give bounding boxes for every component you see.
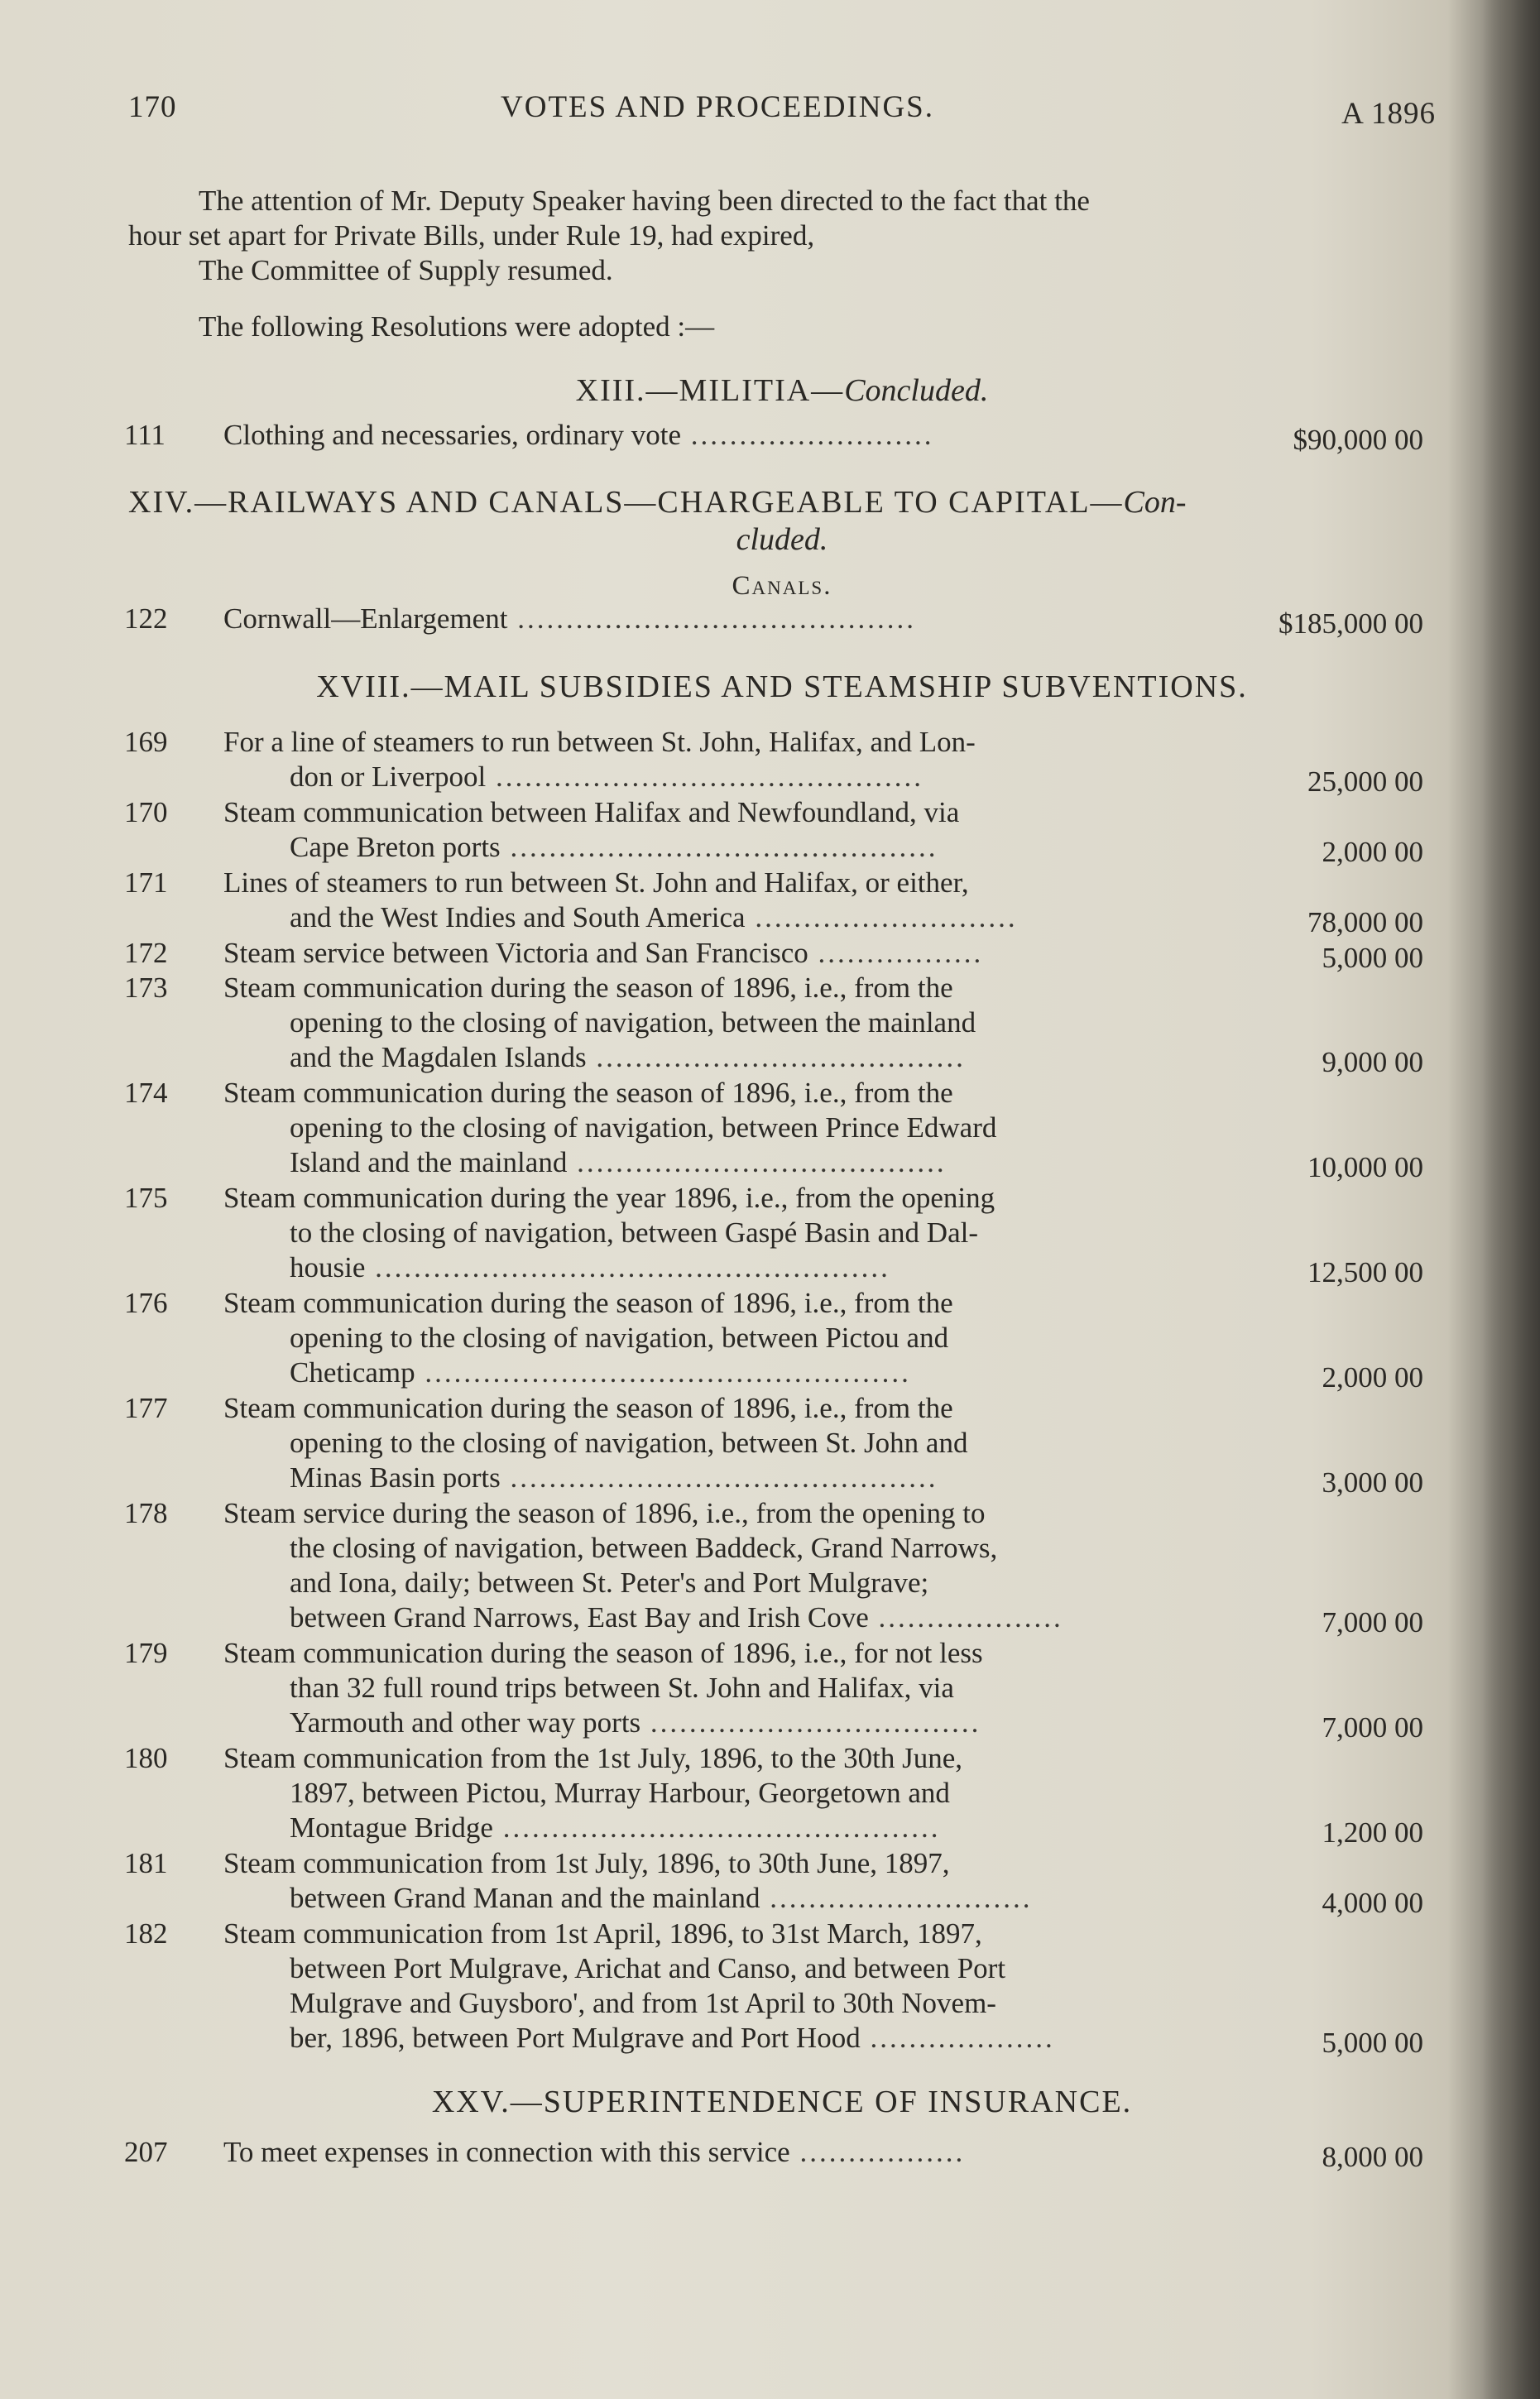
vote-number: 178 [124,1497,168,1529]
vote-description [223,2135,1332,2170]
vote-description [223,795,1332,865]
vote-description-line: Cornwall—Enlargement ......................................... [223,602,916,635]
vote-description [223,1286,1332,1390]
vote-description-line: and the West Indies and South America ........................... [290,901,1018,933]
vote-number: 111 [124,419,166,451]
vote-description-line: between Port Mulgrave, Arichat and Canso, and between Port [290,1952,1006,1984]
header-title: VOTES AND PROCEEDINGS. [501,90,935,124]
vote-amount: 4,000 00 [1322,1887,1423,1919]
section-heading-militia [124,372,1440,409]
leader-dots: ............................................ [500,831,938,863]
vote-description [223,1181,1332,1285]
heading-italic: Con- [1123,485,1187,520]
vote-description-line: For a line of steamers to run between St. John, Halifax, and Lon- [223,726,976,758]
vote-description [223,1636,1332,1740]
vote-description-line: and Iona, daily; between St. Peter's and Port Mulgrave; [290,1567,929,1599]
vote-description-line: Mulgrave and Guysboro', and from 1st April to 30th Novem- [290,1987,996,2019]
vote-amount: 5,000 00 [1322,942,1423,974]
leader-dots: ........................... [760,1882,1033,1914]
vote-amount: 7,000 00 [1322,1606,1423,1639]
vote-number: 181 [124,1847,168,1879]
vote-amount: 3,000 00 [1322,1466,1423,1499]
vote-number: 182 [124,1917,168,1950]
leader-dots: ..................................................... [365,1251,890,1283]
vote-number: 176 [124,1287,168,1319]
leader-dots: ................. [789,2136,966,2168]
vote-description-line: Steam communication during the season of 1896, i.e., from the [223,1077,953,1109]
vote-description-line: Clothing and necessaries, ordinary vote ......................... [223,419,934,451]
section-heading-railways [128,484,1444,521]
leader-dots: ........................... [745,901,1018,933]
vote-amount: 10,000 00 [1307,1151,1423,1183]
vote-amount: 9,000 00 [1322,1046,1423,1078]
vote-amount: 2,000 00 [1322,1361,1423,1394]
leader-dots: ............................................ [486,760,924,793]
vote-number: 174 [124,1077,168,1109]
vote-description-line: opening to the closing of navigation, between Pictou and [290,1322,949,1354]
vote-number: 180 [124,1742,168,1774]
vote-description-line: ber, 1896, between Port Mulgrave and Port Hood ................... [290,2022,1055,2054]
vote-description-line: Minas Basin ports ............................................ [290,1461,938,1494]
vote-amount: 1,200 00 [1322,1816,1423,1849]
vote-number: 171 [124,866,168,899]
vote-description-line: To meet expenses in connection with this service ................. [223,2136,966,2168]
resolutions-intro: The following Resolutions were adopted :— [199,310,715,343]
vote-amount: $90,000 00 [1293,424,1423,456]
vote-description [223,971,1332,1075]
vote-description-line: Cape Breton ports ............................................ [290,831,938,863]
vote-description [223,1846,1332,1916]
vote-number: 172 [124,937,168,969]
heading-text: XIV.—RAILWAYS AND CANALS—CHARGEABLE TO CAPITAL— [128,485,1124,520]
vote-description-line: Montague Bridge ............................................. [290,1811,941,1844]
intro-line: The attention of Mr. Deputy Speaker having been directed to the fact that the [199,185,1090,217]
leader-dots: ...................................... [586,1041,966,1073]
vote-number: 170 [124,796,168,828]
vote-number: 122 [124,602,168,635]
vote-amount: 8,000 00 [1322,2141,1423,2173]
vote-description-line: housie ..................................................... [290,1251,890,1283]
vote-description-line: Lines of steamers to run between St. John and Halifax, or either, [223,866,969,899]
vote-description-line: Steam communication during the season of 1896, i.e., from the [223,1287,953,1319]
vote-description [223,1496,1332,1635]
vote-description-line: than 32 full round trips between St. John and Halifax, via [290,1672,954,1704]
vote-description [223,602,1332,636]
section-heading-mail: XVIII.—MAIL SUBSIDIES AND STEAMSHIP SUBVENTIONS. [316,669,1248,704]
vote-description-line: Steam communication from 1st April, 1896, to 31st March, 1897, [223,1917,982,1950]
leader-dots: ................... [860,2022,1055,2054]
book-spine-shadow [1482,0,1540,2399]
vote-number: 175 [124,1182,168,1214]
vote-amount: 7,000 00 [1322,1711,1423,1744]
vote-number: 207 [124,2136,168,2168]
vote-description-line: between Grand Manan and the mainland ........................... [290,1882,1033,1914]
vote-number: 179 [124,1637,168,1669]
page-number: 170 [128,90,177,124]
leader-dots: ............................................ [500,1461,938,1494]
leader-dots: ................... [868,1601,1063,1634]
vote-description-line: Steam communication from 1st July, 1896, to 30th June, 1897, [223,1847,950,1879]
vote-description-line: Steam communication between Halifax and Newfoundland, via [223,796,960,828]
vote-description [223,1391,1332,1495]
leader-dots: ......................... [681,419,934,451]
intro-line: The Committee of Supply resumed. [199,254,613,286]
vote-description-line: Cheticamp .................................................. [290,1356,911,1389]
vote-description-line: don or Liverpool ............................................ [290,760,924,793]
vote-number: 177 [124,1392,168,1424]
vote-description-line: the closing of navigation, between Baddeck, Grand Narrows, [290,1532,998,1564]
heading-text: XIII.—MILITIA— [575,373,845,408]
vote-amount: 12,500 00 [1307,1256,1423,1288]
header-year: A 1896 [1341,97,1436,131]
vote-description-line: opening to the closing of navigation, between Prince Edward [290,1111,997,1144]
vote-description-line: Steam communication during the season of 1896, i.e., for not less [223,1637,983,1669]
vote-description [223,936,1332,971]
vote-description [223,725,1332,794]
section-heading-railways-cont [124,521,1440,558]
vote-description [223,1741,1332,1845]
section-heading-insurance: XXV.—SUPERINTENDENCE OF INSURANCE. [431,2085,1133,2119]
vote-description-line: Steam communication during the season of 1896, i.e., from the [223,972,953,1004]
vote-amount: 25,000 00 [1307,765,1423,798]
vote-description-line: between Grand Narrows, East Bay and Irish Cove ................... [290,1601,1063,1634]
vote-description-line: opening to the closing of navigation, between the mainland [290,1006,976,1039]
vote-description [223,1076,1332,1180]
vote-amount: 78,000 00 [1307,906,1423,938]
vote-description-line: Steam communication during the year 1896, i.e., from the opening [223,1182,995,1214]
vote-description-line: Steam communication from the 1st July, 1896, to the 30th June, [223,1742,963,1774]
vote-description-line: Island and the mainland ...................................... [290,1146,947,1178]
vote-amount: 5,000 00 [1322,2027,1423,2059]
leader-dots: ................. [808,937,984,969]
leader-dots: ...................................... [567,1146,947,1178]
vote-description-line: Steam communication during the season of 1896, i.e., from the [223,1392,953,1424]
vote-description-line: to the closing of navigation, between Gaspé Basin and Dal- [290,1216,979,1249]
vote-description-line: 1897, between Pictou, Murray Harbour, Georgetown and [290,1777,950,1809]
vote-description-line: and the Magdalen Islands ...................................... [290,1041,966,1073]
vote-description-line: Steam service during the season of 1896, i.e., from the opening to [223,1497,986,1529]
vote-description-line: Steam service between Victoria and San Francisco ................. [223,937,984,969]
vote-description [223,418,1332,453]
vote-amount: 2,000 00 [1322,836,1423,868]
heading-italic: cluded. [736,522,828,557]
intro-line: hour set apart for Private Bills, under Rule 19, had expired, [128,219,815,252]
vote-description-line: Yarmouth and other way ports .................................. [290,1706,981,1739]
vote-description [223,1917,1332,2056]
vote-description-line: opening to the closing of navigation, between St. John and [290,1427,968,1459]
vote-number: 169 [124,726,168,758]
vote-number: 173 [124,972,168,1004]
running-header [128,89,1436,139]
intro-paragraph [128,184,1432,288]
leader-dots: ......................................... [507,602,916,635]
leader-dots: .................................................. [415,1356,911,1389]
vote-amount: $185,000 00 [1279,607,1423,640]
subheading-canals: Canals. [732,571,832,601]
leader-dots: .................................. [640,1706,981,1739]
heading-italic: Concluded. [844,373,989,408]
leader-dots: ............................................. [492,1811,941,1844]
vote-description [223,866,1332,935]
